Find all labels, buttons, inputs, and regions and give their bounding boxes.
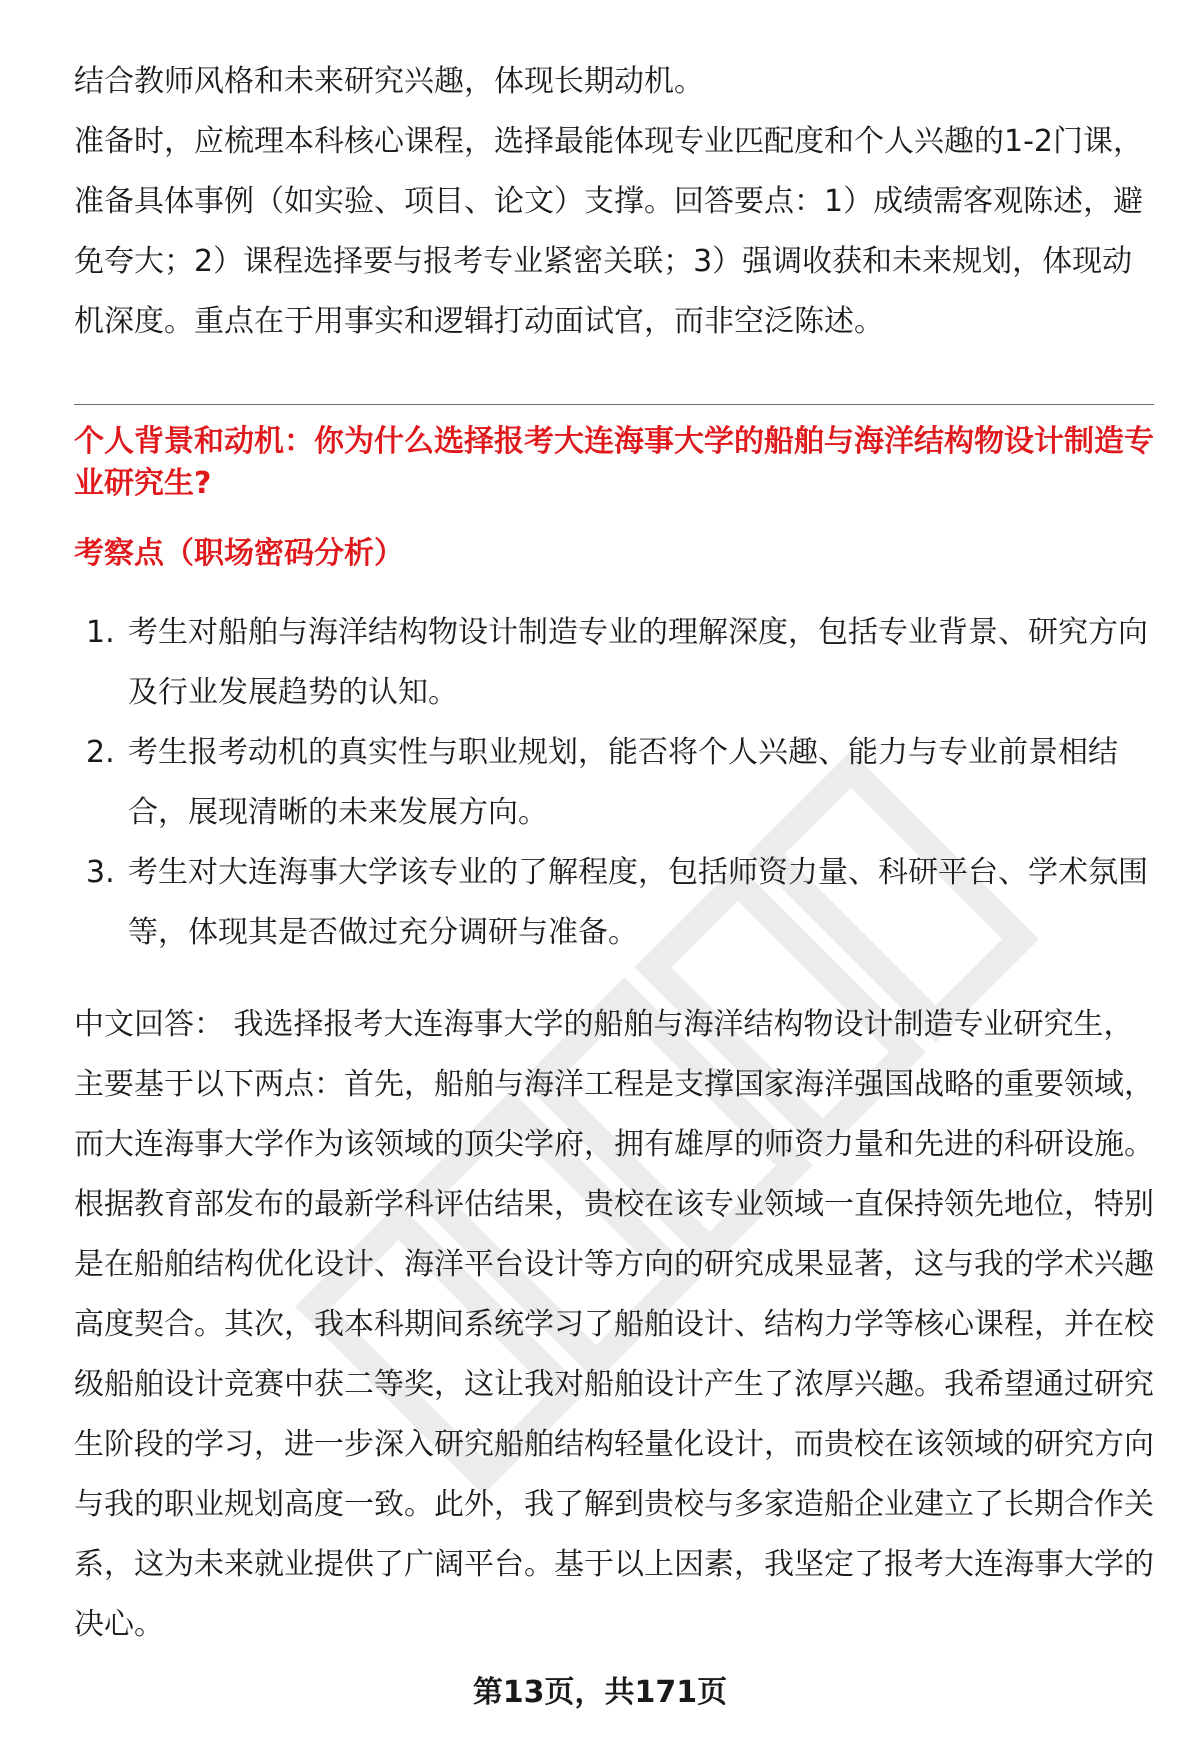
document-page	[74, 52, 1154, 1655]
analysis-points-list	[74, 603, 1154, 963]
analysis-point	[74, 723, 1154, 843]
point-text: 考生报考动机的真实性与职业规划，能否将个人兴趣、能力与专业前景相结合，展现清晰的未来发展方向。	[128, 735, 1118, 830]
analysis-point	[74, 603, 1154, 723]
section-divider	[74, 404, 1154, 405]
answer-paragraph: 中文回答： 我选择报考大连海事大学的船舶与海洋结构物设计制造专业研究生，主要基于以下两点：首先，船舶与海洋工程是支撑国家海洋强国战略的重要领域，而大连海事大学作为该领域的顶尖学府，拥有雄厚的师资力量和先进的科研设施。根据教育部发布的最新学科评估结果，贵校在该专业领域一直保持领先地位，特别是在船舶结构优化设计、海洋平台设计等方向的研究成果显著，这与我的学术兴趣高度契合。其次，我本科期间系统学习了船舶设计、结构力学等核心课程，并在校级船舶设计竞赛中获二等奖，这让我对船舶设计产生了浓厚兴趣。我希望通过研究生阶段的学习，进一步深入研究船舶结构轻量化设计，而贵校在该领域的研究方向与我的职业规划高度一致。此外，我了解到贵校与多家造船企业建立了长期合作关系，这为未来就业提供了广阔平台。基于以上因素，我坚定了报考大连海事大学的决心。	[74, 1007, 1154, 1642]
point-number: 2.	[86, 735, 115, 770]
question-heading: 个人背景和动机：你为什么选择报考大连海事大学的船舶与海洋结构物设计制造专业研究生?	[74, 424, 1154, 501]
analysis-point	[74, 843, 1154, 963]
page-number-footer: 第13页，共171页	[472, 1675, 728, 1710]
point-number: 3.	[86, 855, 115, 890]
analysis-subheading: 考察点（职场密码分析）	[74, 536, 404, 571]
point-number: 1.	[86, 615, 115, 650]
point-text: 考生对大连海事大学该专业的了解程度，包括师资力量、科研平台、学术氛围等，体现其是否做过充分调研与准备。	[128, 855, 1148, 950]
point-text: 考生对船舶与海洋结构物设计制造专业的理解深度，包括专业背景、研究方向及行业发展趋势的认知。	[128, 615, 1148, 710]
intro-paragraph-1: 结合教师风格和未来研究兴趣，体现长期动机。	[74, 64, 704, 99]
intro-paragraph-2: 准备时，应梳理本科核心课程，选择最能体现专业匹配度和个人兴趣的1-2门课，准备具体事例（如实验、项目、论文）支撑。回答要点：1）成绩需客观陈述，避免夸大；2）课程选择要与报考专业紧密关联；3）强调收获和未来规划，体现动机深度。重点在于用事实和逻辑打动面试官，而非空泛陈述。	[74, 124, 1144, 339]
